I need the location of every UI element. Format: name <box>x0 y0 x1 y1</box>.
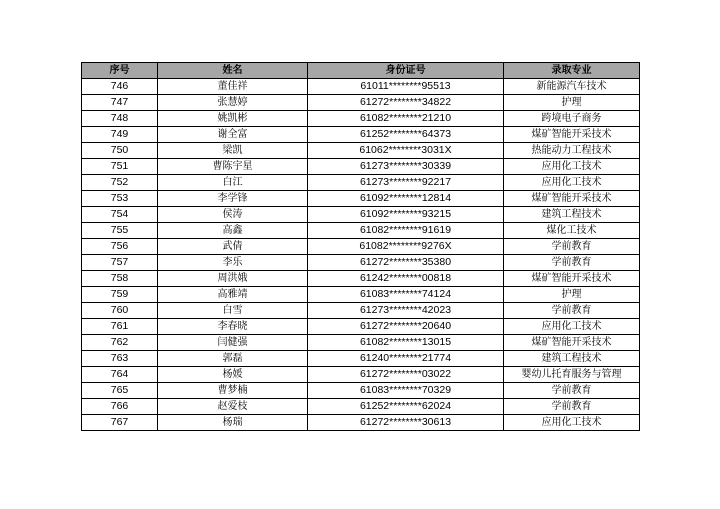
cell-name: 曹梦楠 <box>158 383 308 399</box>
table-row <box>82 95 640 111</box>
cell-id-number: 61082********13015 <box>308 335 504 351</box>
header-name: 姓名 <box>158 63 308 79</box>
cell-serial: 748 <box>82 111 158 127</box>
cell-name: 周洪娥 <box>158 271 308 287</box>
cell-major: 学前教育 <box>504 399 640 415</box>
cell-major: 建筑工程技术 <box>504 351 640 367</box>
cell-id-number: 61092********12814 <box>308 191 504 207</box>
cell-id-number: 61252********64373 <box>308 127 504 143</box>
cell-major: 学前教育 <box>504 239 640 255</box>
cell-major: 应用化工技术 <box>504 159 640 175</box>
cell-serial: 758 <box>82 271 158 287</box>
table-body <box>82 79 640 431</box>
cell-serial: 765 <box>82 383 158 399</box>
cell-serial: 764 <box>82 367 158 383</box>
cell-serial: 754 <box>82 207 158 223</box>
cell-major: 热能动力工程技术 <box>504 143 640 159</box>
cell-name: 谢全富 <box>158 127 308 143</box>
cell-id-number: 61083********74124 <box>308 287 504 303</box>
cell-name: 李学锋 <box>158 191 308 207</box>
cell-serial: 767 <box>82 415 158 431</box>
cell-name: 侯涛 <box>158 207 308 223</box>
cell-name: 李乐 <box>158 255 308 271</box>
table-row <box>82 271 640 287</box>
cell-serial: 746 <box>82 79 158 95</box>
cell-serial: 757 <box>82 255 158 271</box>
table-row <box>82 303 640 319</box>
cell-name: 张慧婷 <box>158 95 308 111</box>
table-row <box>82 111 640 127</box>
cell-name: 武倩 <box>158 239 308 255</box>
cell-id-number: 61273********42023 <box>308 303 504 319</box>
cell-id-number: 61082********21210 <box>308 111 504 127</box>
cell-name: 李春晓 <box>158 319 308 335</box>
header-major: 录取专业 <box>504 63 640 79</box>
cell-id-number: 61240********21774 <box>308 351 504 367</box>
cell-id-number: 61272********34822 <box>308 95 504 111</box>
cell-major: 护理 <box>504 287 640 303</box>
cell-id-number: 61252********62024 <box>308 399 504 415</box>
cell-name: 闫健强 <box>158 335 308 351</box>
cell-id-number: 61272********20640 <box>308 319 504 335</box>
cell-serial: 747 <box>82 95 158 111</box>
cell-name: 董佳祥 <box>158 79 308 95</box>
cell-major: 煤矿智能开采技术 <box>504 127 640 143</box>
table-header-row <box>82 63 640 79</box>
table-row <box>82 367 640 383</box>
cell-name: 杨瑞 <box>158 415 308 431</box>
cell-serial: 763 <box>82 351 158 367</box>
cell-major: 应用化工技术 <box>504 415 640 431</box>
table-row <box>82 335 640 351</box>
cell-major: 煤矿智能开采技术 <box>504 191 640 207</box>
cell-serial: 751 <box>82 159 158 175</box>
cell-major: 跨境电子商务 <box>504 111 640 127</box>
cell-id-number: 61011********95513 <box>308 79 504 95</box>
cell-major: 建筑工程技术 <box>504 207 640 223</box>
cell-serial: 750 <box>82 143 158 159</box>
table-row <box>82 143 640 159</box>
cell-id-number: 61083********70329 <box>308 383 504 399</box>
table-row <box>82 207 640 223</box>
table-row <box>82 239 640 255</box>
table-row <box>82 175 640 191</box>
cell-name: 姚凯彬 <box>158 111 308 127</box>
cell-id-number: 61092********93215 <box>308 207 504 223</box>
table-row <box>82 415 640 431</box>
cell-id-number: 61062********3031X <box>308 143 504 159</box>
cell-serial: 760 <box>82 303 158 319</box>
cell-serial: 761 <box>82 319 158 335</box>
cell-serial: 766 <box>82 399 158 415</box>
table-row <box>82 255 640 271</box>
table-row <box>82 351 640 367</box>
table-row <box>82 159 640 175</box>
cell-id-number: 61082********9276X <box>308 239 504 255</box>
cell-serial: 752 <box>82 175 158 191</box>
header-id-number: 身份证号 <box>308 63 504 79</box>
cell-name: 白雪 <box>158 303 308 319</box>
cell-major: 煤化工技术 <box>504 223 640 239</box>
cell-serial: 762 <box>82 335 158 351</box>
cell-major: 煤矿智能开采技术 <box>504 271 640 287</box>
cell-serial: 753 <box>82 191 158 207</box>
cell-serial: 756 <box>82 239 158 255</box>
cell-id-number: 61242********00818 <box>308 271 504 287</box>
cell-major: 婴幼儿托育服务与管理 <box>504 367 640 383</box>
table-row <box>82 383 640 399</box>
table-row <box>82 127 640 143</box>
cell-major: 护理 <box>504 95 640 111</box>
table-row <box>82 79 640 95</box>
cell-major: 应用化工技术 <box>504 175 640 191</box>
cell-name: 高雅靖 <box>158 287 308 303</box>
cell-name: 曹陈宇星 <box>158 159 308 175</box>
table-row <box>82 191 640 207</box>
cell-id-number: 61272********03022 <box>308 367 504 383</box>
admission-list-sheet <box>81 62 639 431</box>
admission-table <box>81 62 640 431</box>
cell-major: 学前教育 <box>504 255 640 271</box>
cell-major: 新能源汽车技术 <box>504 79 640 95</box>
cell-major: 学前教育 <box>504 383 640 399</box>
cell-serial: 749 <box>82 127 158 143</box>
cell-name: 高鑫 <box>158 223 308 239</box>
cell-name: 郭磊 <box>158 351 308 367</box>
cell-id-number: 61273********30339 <box>308 159 504 175</box>
cell-id-number: 61272********30613 <box>308 415 504 431</box>
cell-name: 白江 <box>158 175 308 191</box>
cell-name: 杨媛 <box>158 367 308 383</box>
table-row <box>82 399 640 415</box>
cell-name: 赵爱枝 <box>158 399 308 415</box>
header-serial: 序号 <box>82 63 158 79</box>
table-row <box>82 223 640 239</box>
table-row <box>82 319 640 335</box>
cell-serial: 755 <box>82 223 158 239</box>
cell-id-number: 61082********91619 <box>308 223 504 239</box>
cell-major: 应用化工技术 <box>504 319 640 335</box>
cell-major: 煤矿智能开采技术 <box>504 335 640 351</box>
cell-serial: 759 <box>82 287 158 303</box>
cell-name: 梁凯 <box>158 143 308 159</box>
cell-major: 学前教育 <box>504 303 640 319</box>
cell-id-number: 61272********35380 <box>308 255 504 271</box>
cell-id-number: 61273********92217 <box>308 175 504 191</box>
table-row <box>82 287 640 303</box>
